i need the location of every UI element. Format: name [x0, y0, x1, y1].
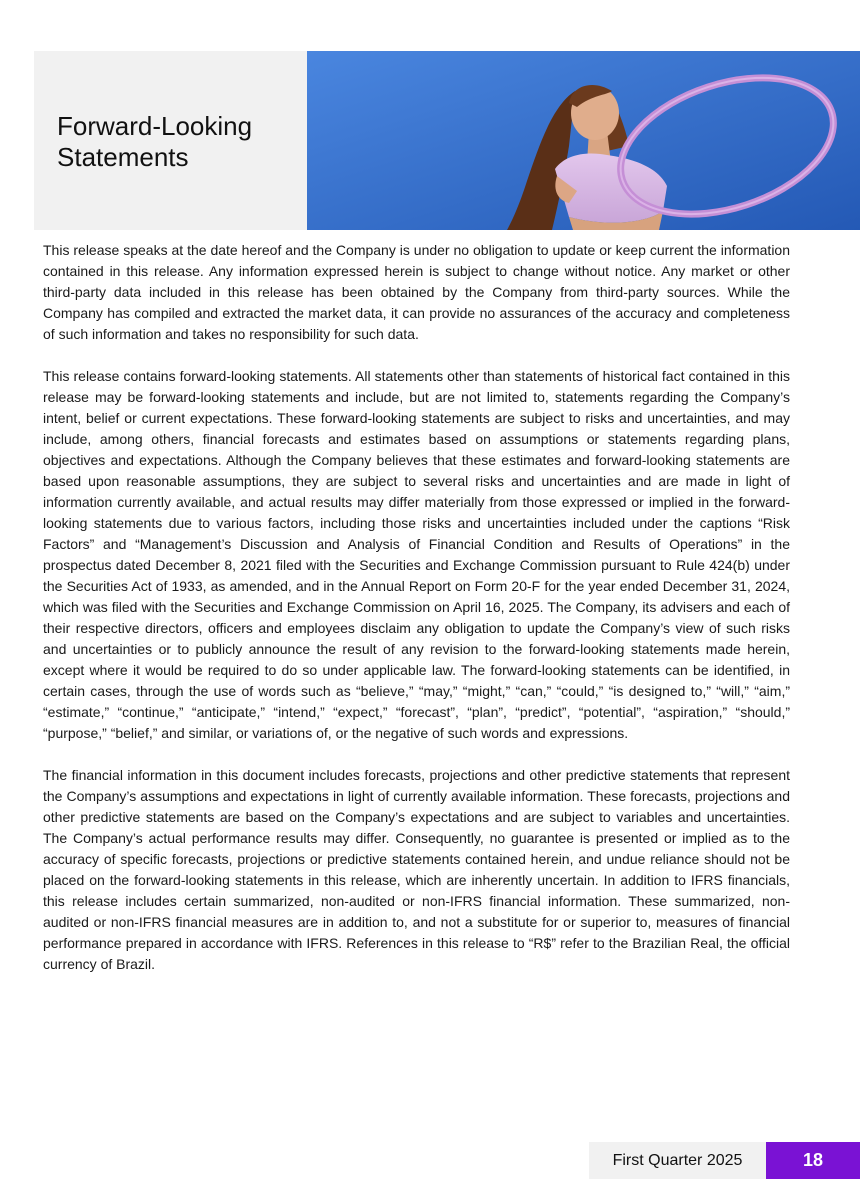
woman-hula-hoop-photo-icon — [307, 51, 860, 230]
paragraph-3: The financial information in this document includes forecasts, projections and other predictive statements that represent the Company’s assumptions and expectations in light of currently available information. These forecasts, projections and other predictive statements are based on the Company’s expectations and are subject to variables and uncertainties. The Company’s actual performance results may differ. Consequently, no guarantee is presented or implied as to the accuracy of specific forecasts, projections or predictive statements contained herein, and undue reliance should not be placed on the forward-looking statements in this release, which are inherently uncertain. In addition to IFRS financials, this release includes certain summarized, non-audited or non-IFRS financial information. These summarized, non-audited or non-IFRS financial measures are in addition to, and not a substitute for or superior to, measures of financial performance prepared in accordance with IFRS. References in this release to “R$” refer to the Brazilian Real, the official currency of Brazil. — [43, 767, 790, 972]
hero-image — [307, 51, 860, 230]
paragraph-1: This release speaks at the date hereof and the Company is under no obligation to update or keep current the information contained in this release. Any information expressed herein is subject to change without notice. Any market or other third-party data included in this release has been obtained by the Company from third-party sources. While the Company has compiled and extracted the market data, it can provide no assurances of the accuracy and completeness of such information and takes no responsibility for such data. — [43, 242, 790, 342]
page-number: 18 — [766, 1142, 860, 1179]
title-panel — [34, 51, 307, 230]
disclaimer-body — [43, 240, 790, 996]
page-title — [57, 111, 252, 173]
footer-period-label: First Quarter 2025 — [589, 1142, 766, 1179]
page-title-line-2: Statements — [57, 142, 189, 172]
paragraph-2: This release contains forward-looking statements. All statements other than statements of historical fact contained in this release may be forward-looking statements and include, but are not limited to, statements regarding the Company’s intent, belief or current expectations. These forward-looking statements are subject to risks and uncertainties, and may include, among others, financial forecasts and estimates based on assumptions or statements regarding plans, objectives and expectations. Although the Company believes that these estimates and forward-looking statements are based upon reasonable assumptions, they are subject to several risks and uncertainties and are made in light of information currently available, and actual results may differ materially from those expressed or implied in the forward-looking statements due to various factors, including those risks and uncertainties included under the captions “Risk Factors” and “Management’s Discussion and Analysis of Financial Condition and Results of Operations” in the prospectus dated December 8, 2021 filed with the Securities and Exchange Commission pursuant to Rule 424(b) under the Securities Act of 1933, as amended, and in the Annual Report on Form 20-F for the year ended December 31, 2024, which was filed with the Securities and Exchange Commission on April 16, 2025. The Company, its advisers and each of their respective directors, officers and employees disclaim any obligation to update the Company’s view of such risks and uncertainties or to publicly announce the result of any revision to the forward-looking statements made herein, except where it would be required to do so under applicable law. The forward-looking statements can be identified, in certain cases, through the use of words such as “believe,” “may,” “might,” “can,” “could,” “is designed to,” “will,” “aim,” “estimate,” “continue,” “anticipate,” “intend,” “expect,” “forecast”, “plan”, “predict”, “potential”, “aspiration,” “should,” “purpose,” “belief,” and similar, or variations of, or the negative of such words and expressions. — [43, 368, 790, 741]
page-title-line-1: Forward-Looking — [57, 111, 253, 141]
